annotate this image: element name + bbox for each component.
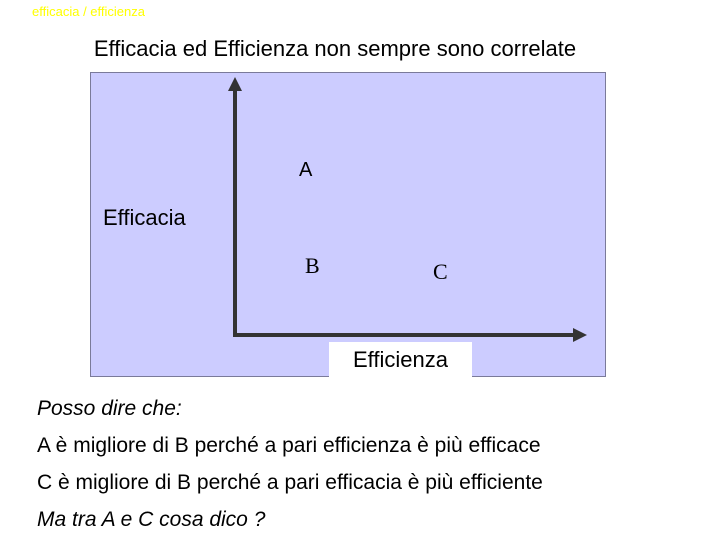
text-line-4: Ma tra A e C cosa dico ? [37, 508, 266, 531]
point-a-label: A [299, 159, 313, 181]
x-axis-arrowhead [573, 328, 587, 342]
y-axis-label: Efficacia [103, 205, 186, 230]
slide-title: Efficacia ed Efficienza non sempre sono correlate [93, 36, 577, 61]
text-line-1: Posso dire che: [37, 397, 182, 420]
point-c-label: C [433, 259, 448, 284]
diagram-panel [90, 72, 606, 377]
y-axis-arrowhead [228, 77, 242, 91]
header-tag: efficacia / efficienza [32, 4, 145, 19]
explanation-text [37, 390, 543, 538]
text-line-2: A è migliore di B perché a pari efficienza è più efficace [37, 434, 541, 457]
point-b-label: B [305, 253, 320, 278]
x-axis-label: Efficienza [329, 342, 472, 378]
text-line-3: C è migliore di B perché a pari efficacia è più efficiente [37, 471, 543, 494]
